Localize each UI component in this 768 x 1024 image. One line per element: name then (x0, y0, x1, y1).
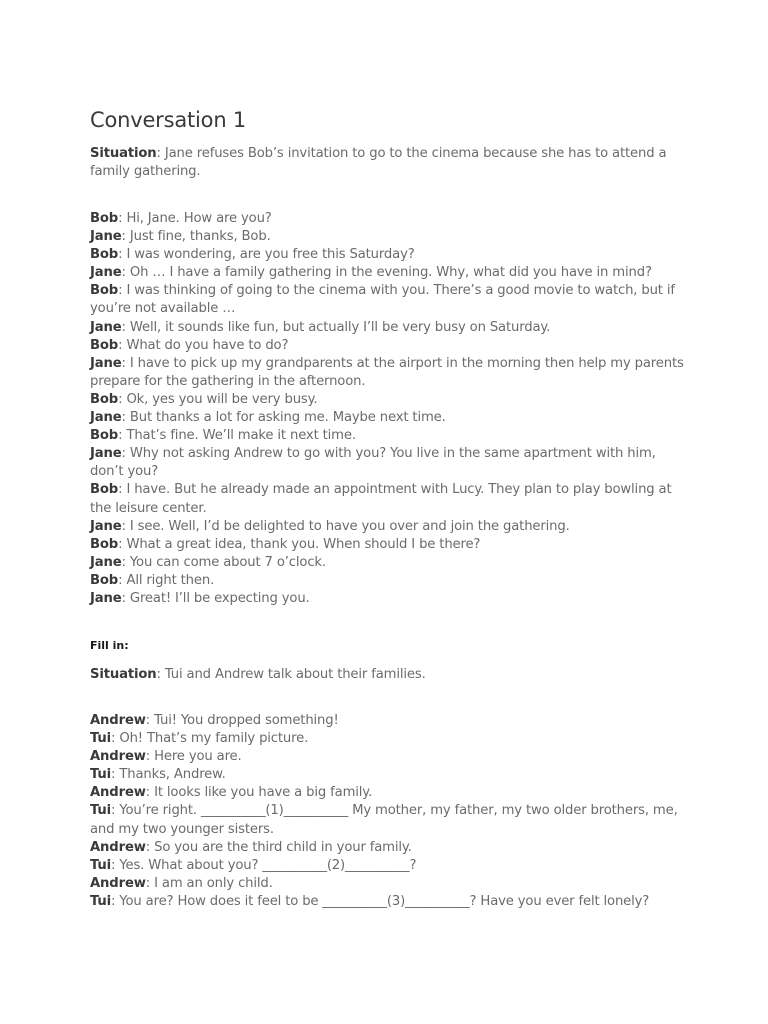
situation-2 (90, 666, 690, 684)
dialogue-line (90, 518, 690, 536)
speech-text: : What do you have to do? (118, 337, 289, 353)
speaker-name: Andrew (90, 839, 146, 855)
dialogue-line (90, 337, 690, 355)
speaker-name: Tui (90, 857, 112, 873)
speech-text: : I have to pick up my grandparents at the airport in the morning then help my parents prepare for the gathering in the afternoon. (90, 355, 688, 389)
speaker-name: Andrew (90, 713, 146, 728)
situation-text: : Jane refuses Bob’s invitation to go to the cinema because she has to attend a family gathering. (90, 146, 671, 180)
speaker-name: Bob (90, 482, 119, 498)
speech-text: : Why not asking Andrew to go with you? You live in the same apartment with him, don’t you? (90, 446, 660, 480)
fill-in-heading: Fill in: (90, 639, 129, 652)
dialogue-line (90, 572, 690, 590)
dialogue-line (90, 554, 690, 572)
speech-text: : I was thinking of going to the cinema with you. There’s a good movie to watch, but if you’re not available … (90, 283, 679, 317)
speech-text: : You’re right. __________(1)__________ My mother, my father, my two older brothers, me, and my two younger sisters. (90, 803, 682, 837)
speaker-name: Jane (90, 229, 122, 245)
speaker-name: Tui (90, 803, 112, 819)
dialogue-line (90, 839, 690, 857)
speech-text: : Yes. What about you? __________(2)__________? (111, 857, 417, 873)
speech-text: : I am an only child. (145, 875, 273, 891)
dialogue-line (90, 282, 690, 318)
speaker-name: Bob (90, 211, 119, 226)
speech-text: : You are? How does it feel to be __________(3)__________? Have you ever felt lonely? (111, 893, 650, 909)
speaker-name: Bob (90, 428, 119, 444)
dialogue-line (90, 264, 690, 282)
speaker-name: Jane (90, 410, 122, 426)
dialogue-1 (90, 210, 690, 608)
speech-text: : Great! I’ll be expecting you. (121, 590, 310, 606)
dialogue-line (90, 590, 690, 608)
speech-text: : It looks like you have a big family. (145, 785, 373, 801)
speech-text: : Just fine, thanks, Bob. (121, 229, 271, 245)
situation-1-line (90, 145, 690, 181)
page-title: Conversation 1 (90, 108, 247, 132)
dialogue-line (90, 391, 690, 409)
dialogue-line (90, 712, 690, 730)
speaker-name: Bob (90, 536, 119, 552)
speaker-name: Andrew (90, 875, 146, 891)
dialogue-line (90, 766, 690, 784)
speech-text: : Hi, Jane. How are you? (118, 211, 272, 226)
speaker-name: Jane (90, 265, 122, 281)
speaker-name: Jane (90, 590, 122, 606)
speech-text: : But thanks a lot for asking me. Maybe next time. (121, 410, 446, 426)
speech-text: : I see. Well, I’d be delighted to have you over and join the gathering. (121, 518, 570, 534)
situation-text: : Tui and Andrew talk about their families. (156, 667, 426, 682)
dialogue-line (90, 246, 690, 264)
dialogue-line (90, 481, 690, 517)
dialogue-line (90, 730, 690, 748)
dialogue-line (90, 748, 690, 766)
dialogue-line (90, 784, 690, 802)
speaker-name: Bob (90, 337, 119, 353)
speech-text: : You can come about 7 o’clock. (121, 554, 326, 570)
speech-text: : That’s fine. We’ll make it next time. (118, 428, 356, 444)
dialogue-line (90, 210, 690, 228)
speaker-name: Bob (90, 283, 119, 299)
speaker-name: Tui (90, 731, 112, 747)
speaker-name: Jane (90, 518, 122, 534)
dialogue-line (90, 427, 690, 445)
dialogue-line (90, 802, 690, 838)
speaker-name: Jane (90, 355, 122, 371)
speaker-name: Tui (90, 893, 112, 909)
speaker-name: Bob (90, 572, 119, 588)
dialogue-line (90, 857, 690, 875)
speech-text: : Oh … I have a family gathering in the evening. Why, what did you have in mind? (121, 265, 652, 281)
dialogue-line (90, 445, 690, 481)
speech-text: : Tui! You dropped something! (145, 713, 339, 728)
dialogue-line (90, 319, 690, 337)
situation-2-line (90, 666, 690, 684)
speaker-name: Jane (90, 554, 122, 570)
dialogue-line (90, 875, 690, 893)
speech-text: : Well, it sounds like fun, but actually I’ll be very busy on Saturday. (121, 319, 551, 335)
speaker-name: Bob (90, 247, 119, 263)
speaker-name: Tui (90, 767, 112, 783)
situation-1 (90, 145, 690, 181)
dialogue-line (90, 536, 690, 554)
dialogue-line (90, 355, 690, 391)
situation-label: Situation (90, 667, 157, 682)
dialogue-line (90, 893, 690, 911)
situation-label: Situation (90, 146, 157, 161)
speaker-name: Bob (90, 391, 119, 407)
speaker-name: Jane (90, 446, 122, 462)
dialogue-2 (90, 712, 690, 911)
speech-text: : Oh! That’s my family picture. (111, 731, 309, 747)
dialogue-line (90, 409, 690, 427)
speaker-name: Andrew (90, 785, 146, 801)
speech-text: : So you are the third child in your family. (145, 839, 412, 855)
speech-text: : I was wondering, are you free this Saturday? (118, 247, 415, 263)
dialogue-line (90, 228, 690, 246)
speech-text: : What a great idea, thank you. When should I be there? (118, 536, 481, 552)
speech-text: : Here you are. (145, 749, 242, 765)
speech-text: : I have. But he already made an appointment with Lucy. They plan to play bowling at the leisure center. (90, 482, 676, 516)
speech-text: : All right then. (118, 572, 215, 588)
speech-text: : Ok, yes you will be very busy. (118, 391, 318, 407)
speech-text: : Thanks, Andrew. (111, 767, 226, 783)
speaker-name: Andrew (90, 749, 146, 765)
speaker-name: Jane (90, 319, 122, 335)
